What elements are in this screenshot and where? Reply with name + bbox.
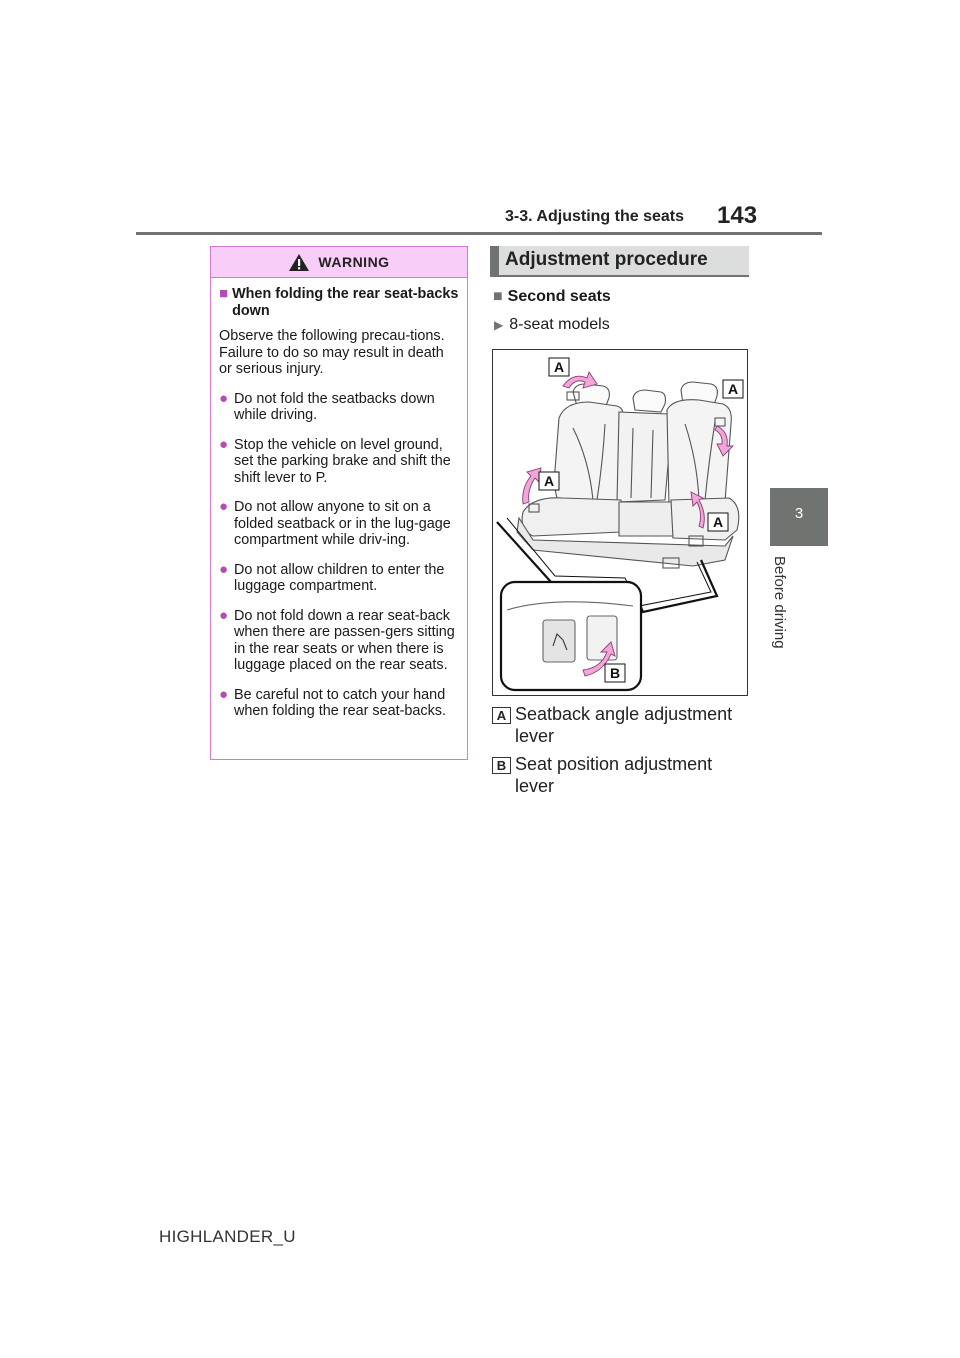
bullet-dot-icon: ● <box>219 435 229 453</box>
section-title: 3-3. Adjusting the seats <box>505 208 684 225</box>
square-bullet-icon: ■ <box>493 288 503 305</box>
callout-label: A <box>727 381 739 397</box>
callout-label: A <box>543 473 555 489</box>
warning-item <box>219 391 459 424</box>
page-number: 143 <box>717 202 758 229</box>
bullet-dot-icon: ● <box>219 606 229 624</box>
warning-item-text: Do not allow children to enter the luggage compartment. <box>234 561 445 594</box>
warning-item-text: Stop the vehicle on level ground, set the parking brake and shift the shift lever to P. <box>234 436 451 486</box>
bullet-dot-icon: ● <box>219 389 229 407</box>
warning-item <box>219 608 459 674</box>
legend-badge: B <box>492 757 511 774</box>
bullet-dot-icon: ● <box>219 560 229 578</box>
header-rule <box>136 232 822 235</box>
callout-label: A <box>553 359 565 375</box>
legend-item-a <box>492 704 752 753</box>
warning-header <box>211 247 467 278</box>
triangle-right-icon: ▶ <box>494 318 504 332</box>
legend-text: Seatback angle adjustment lever <box>515 704 733 746</box>
footer-model-code: HIGHLANDER_U <box>159 1227 296 1246</box>
models-line <box>494 316 610 334</box>
chapter-label: Before driving <box>771 556 788 649</box>
adjustment-heading-text: Adjustment procedure <box>505 249 708 270</box>
callout-label: A <box>712 514 724 530</box>
warning-item <box>219 687 459 720</box>
legend-badge: A <box>492 707 511 724</box>
warning-item-text: Be careful not to catch your hand when folding the rear seat-backs. <box>234 686 446 719</box>
callout-label: B <box>609 665 621 681</box>
chapter-tab[interactable] <box>770 488 828 546</box>
warning-item <box>219 562 459 595</box>
second-seats-heading <box>493 288 611 306</box>
legend-item-b <box>492 754 752 803</box>
warning-label: WARNING <box>318 254 390 270</box>
warning-heading <box>219 286 459 319</box>
warning-item-text: Do not allow anyone to sit on a folded seatback or in the lug-gage compartment while driv-ing. <box>234 499 451 548</box>
warning-item-text: Do not fold the seatbacks down while driving. <box>234 390 435 423</box>
warning-intro: Observe the following precau-tions. Failure to do so may result in death or serious injury. <box>219 328 445 377</box>
legend-text: Seat position adjustment lever <box>515 754 713 796</box>
adjustment-heading <box>490 246 749 277</box>
models-text: 8-seat models <box>509 316 610 333</box>
warning-body <box>211 278 467 720</box>
bullet-dot-icon: ● <box>219 685 229 703</box>
bullet-dot-icon: ● <box>219 498 229 515</box>
warning-item <box>219 499 459 549</box>
seat-illustration <box>492 349 748 696</box>
warning-item-text: Do not fold down a rear seat-back when there are passen-gers sitting in the rear seats or when there is luggage placed on the rear seats. <box>234 607 455 673</box>
second-seats-text: Second seats <box>507 288 611 305</box>
warning-heading-text: When folding the rear seat-backs down <box>232 286 459 319</box>
chapter-label-container <box>771 556 797 676</box>
warning-box <box>210 246 468 760</box>
rear-seat-drawing <box>493 350 747 695</box>
square-bullet-icon: ■ <box>219 285 229 302</box>
warning-item <box>219 437 459 487</box>
chapter-number: 3 <box>794 505 804 522</box>
warning-triangle-icon <box>288 253 310 272</box>
